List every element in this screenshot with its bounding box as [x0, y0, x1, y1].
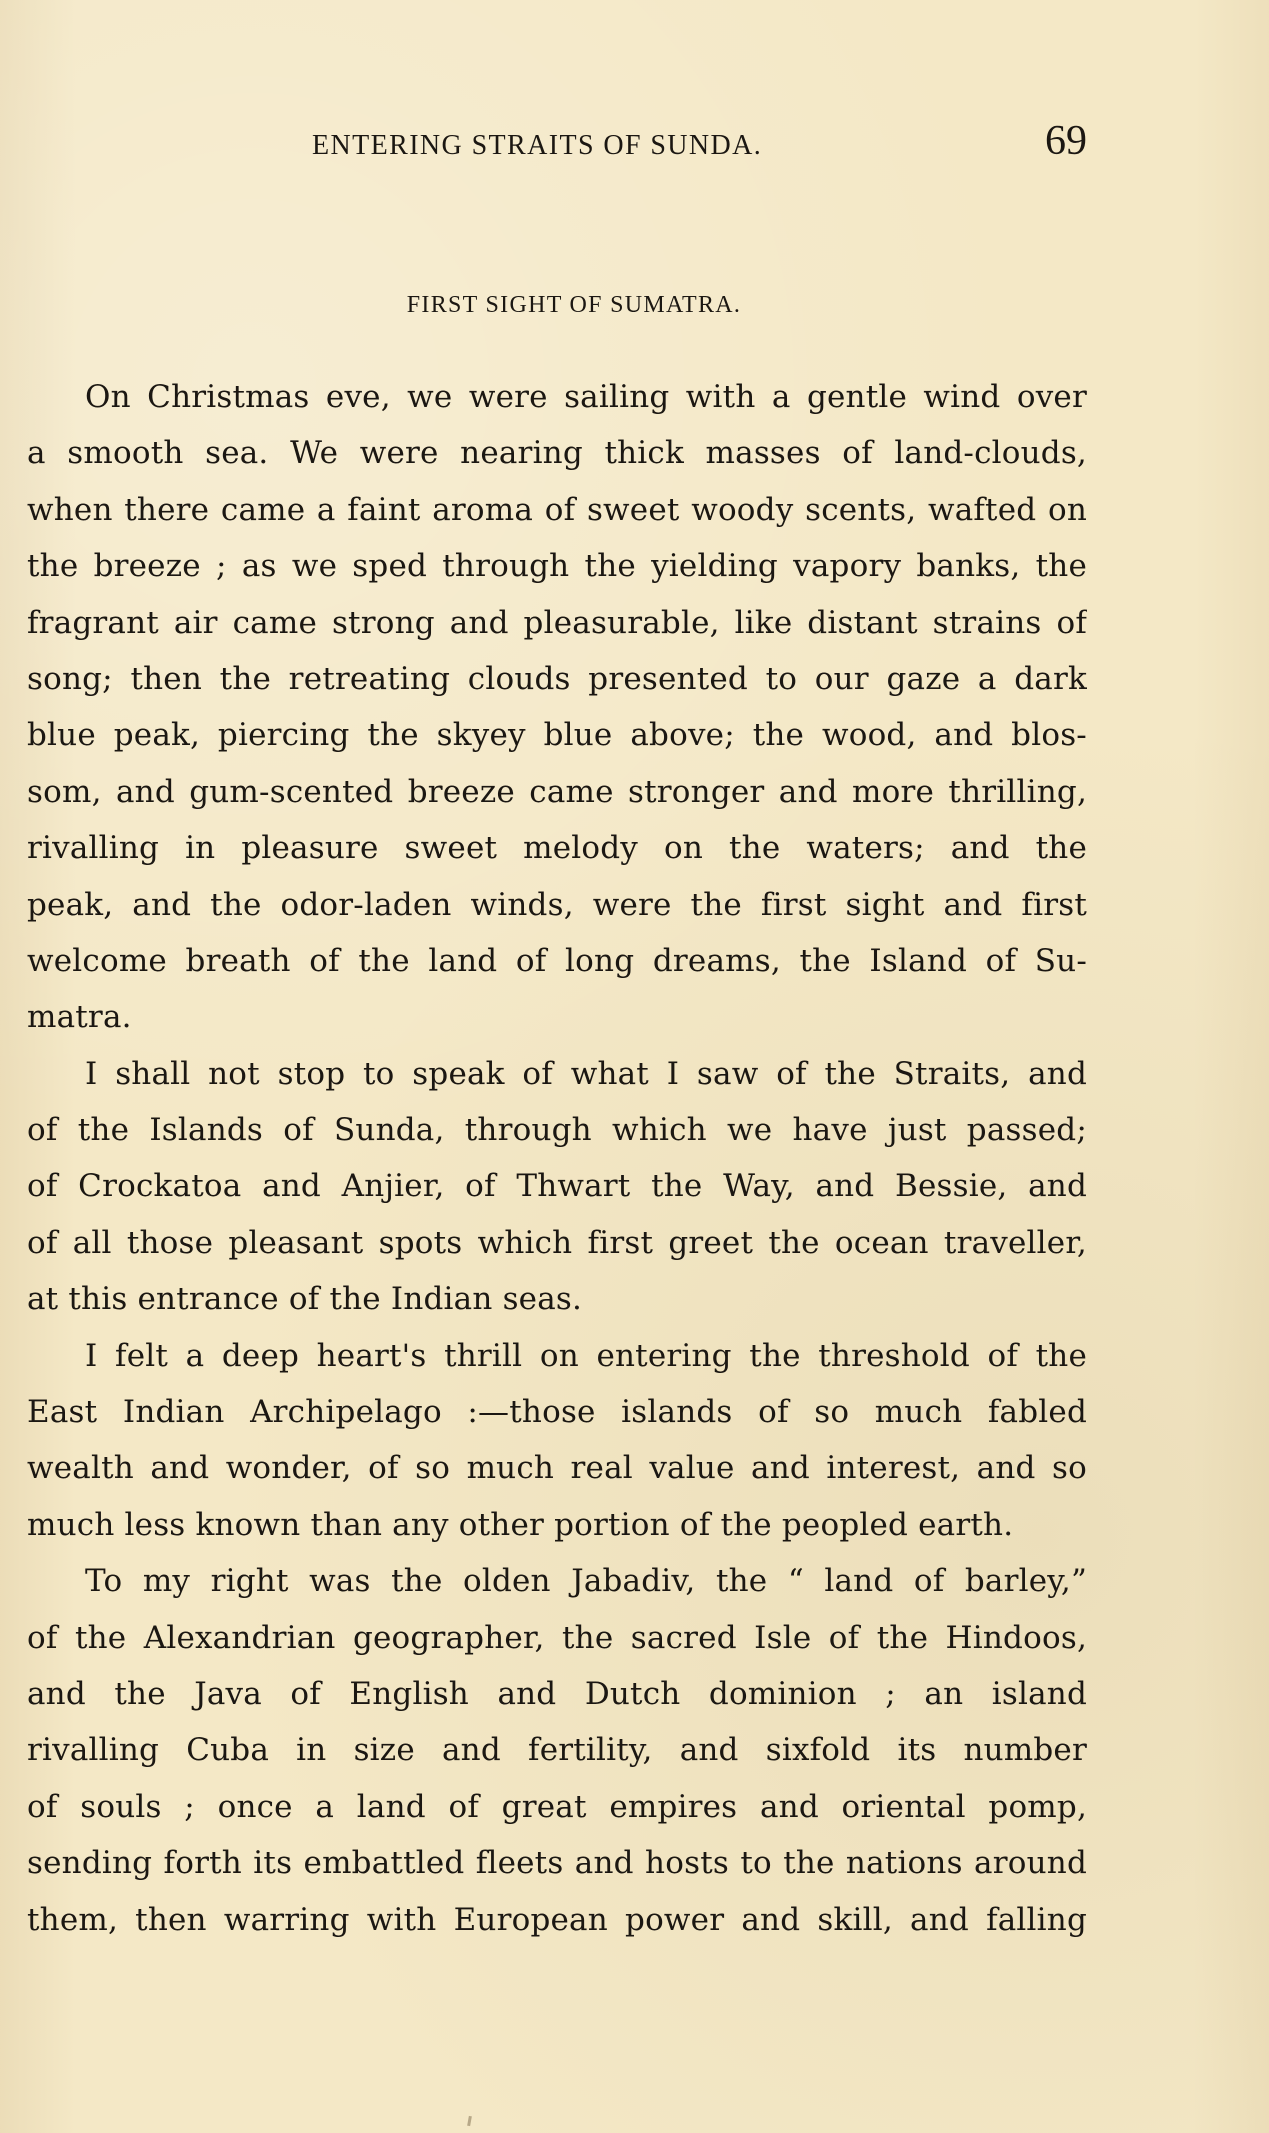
text-line: rivalling Cuba in size and fertility, and sixfold its number [27, 1732, 1087, 1769]
text-line: som, and gum-scented breeze came stronger and more thrilling, [27, 773, 1087, 810]
text-line: at this entrance of the Indian seas. [27, 1281, 583, 1318]
body-text [27, 369, 1087, 1948]
running-head [27, 120, 1087, 172]
text-line: of all those pleasant spots which first greet the ocean traveller, [27, 1224, 1087, 1261]
text-line: sending forth its embattled fleets and hosts to the nations around [27, 1845, 1087, 1882]
text-line: On Christmas eve, we were sailing with a gentle wind over [85, 379, 1087, 415]
text-line: of the Islands of Sunda, through which we have just passed; [27, 1112, 1087, 1149]
page-number: 69 [1045, 118, 1087, 164]
text-line: I felt a deep heart's thrill on entering the threshold of the [85, 1337, 1087, 1374]
text-line: song; then the retreating clouds presented to our gaze a dark [27, 660, 1087, 697]
paper-mark [467, 2116, 472, 2126]
text-line: East Indian Archipelago :—those islands of so much fabled [27, 1394, 1087, 1431]
text-line: blue peak, piercing the skyey blue above; the wood, and blos- [27, 717, 1087, 754]
text-line: of Crockatoa and Anjier, of Thwart the Way, and Bessie, and [27, 1168, 1087, 1205]
text-line: and the Java of English and Dutch dominion ; an island [27, 1675, 1087, 1712]
text-line: wealth and wonder, of so much real value and interest, and so [27, 1450, 1087, 1487]
running-title: ENTERING STRAITS OF SUNDA. [312, 130, 763, 161]
text-line: To my right was the olden Jabadiv, the “ land of barley,” [85, 1563, 1087, 1600]
text-line: fragrant air came strong and pleasurable, like distant strains of [27, 604, 1087, 641]
text-line: I shall not stop to speak of what I saw of the Straits, and [85, 1055, 1087, 1092]
text-line: matra. [27, 999, 132, 1036]
text-line: welcome breath of the land of long dreams, the Island of Su- [27, 942, 1087, 979]
text-line: them, then warring with European power and skill, and falling [27, 1901, 1087, 1938]
text-line: peak, and the odor-laden winds, were the first sight and first [27, 886, 1087, 923]
text-line: when there came a faint aroma of sweet woody scents, wafted on [27, 491, 1087, 528]
text-line: of the Alexandrian geographer, the sacred Isle of the Hindoos, [27, 1619, 1087, 1656]
text-line: rivalling in pleasure sweet melody on the waters; and the [27, 830, 1087, 867]
text-line: the breeze ; as we sped through the yielding vapory banks, the [27, 548, 1087, 585]
text-line: much less known than any other portion of the peopled earth. [27, 1506, 1014, 1543]
text-line: a smooth sea. We were nearing thick masses of land-clouds, [27, 435, 1087, 472]
section-title: FIRST SIGHT OF SUMATRA. [406, 292, 742, 318]
text-line: of souls ; once a land of great empires and oriental pomp, [27, 1788, 1087, 1825]
